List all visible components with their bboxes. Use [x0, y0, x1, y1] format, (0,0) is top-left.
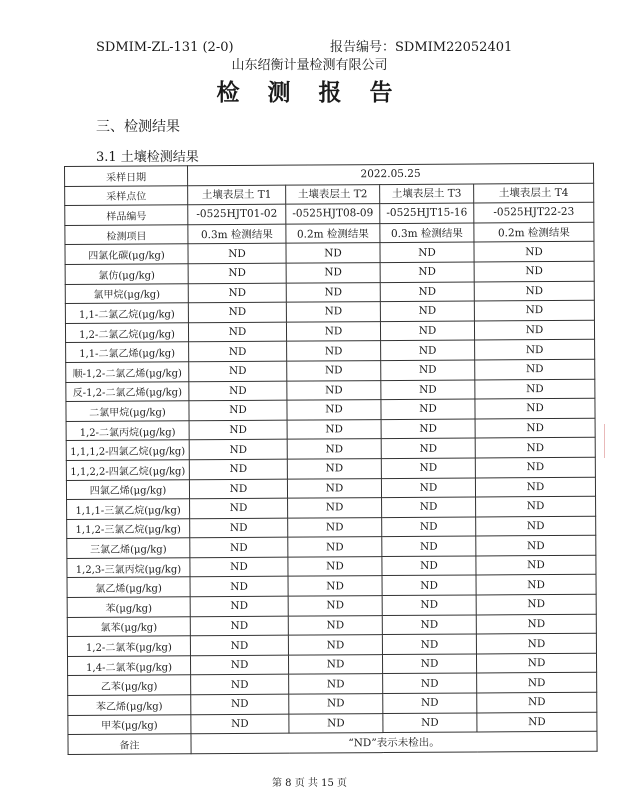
result-cell-t4: ND	[476, 614, 596, 634]
result-cell-t4: ND	[474, 281, 594, 301]
result-cell-t3: ND	[381, 380, 475, 400]
soil-results-table	[64, 163, 598, 755]
result-cell-t4: ND	[475, 398, 595, 418]
test-item-name: 苯乙烯(μg/kg)	[68, 695, 191, 715]
result-cell-t3: ND	[381, 360, 475, 380]
soil-results-table-wrapper	[64, 163, 597, 755]
sample-no-t4: -0525HJT22-23	[474, 202, 594, 222]
result-cell-t3: ND	[381, 477, 475, 497]
result-cell-t3: ND	[382, 615, 476, 635]
depth-t4: 0.2m 检测结果	[474, 222, 594, 242]
result-cell-t2: ND	[289, 674, 383, 694]
test-item-name: 1,2,3-三氯丙烷(μg/kg)	[67, 558, 190, 578]
sampling-point-t1: 土壤表层土 T1	[188, 185, 286, 205]
result-cell-t3: ND	[382, 634, 476, 654]
remark-label: 备注	[68, 734, 191, 754]
result-cell-t1: ND	[188, 322, 286, 342]
test-item-label: 检测项目	[65, 225, 188, 245]
test-item-name: 甲苯(μg/kg)	[68, 714, 191, 734]
subsection-title: 3.1 土壤检测结果	[96, 150, 199, 165]
result-cell-t2: ND	[287, 400, 381, 420]
sample-no-t2: -0525HJT08-09	[286, 204, 380, 224]
result-cell-t3: ND	[382, 595, 476, 615]
result-cell-t4: ND	[476, 634, 596, 654]
result-cell-t3: ND	[380, 321, 474, 341]
result-cell-t4: ND	[476, 496, 596, 516]
test-item-name: 氯仿(μg/kg)	[65, 264, 188, 284]
result-cell-t2: ND	[287, 458, 381, 478]
result-cell-t1: ND	[190, 537, 288, 557]
result-cell-t2: ND	[286, 263, 380, 283]
result-cell-t4: ND	[474, 300, 594, 320]
test-item-name: 1,2-二氯苯(μg/kg)	[67, 636, 190, 656]
test-item-name: 四氯化碳(μg/kg)	[65, 244, 188, 264]
result-cell-t1: ND	[191, 714, 289, 734]
result-cell-t1: ND	[190, 635, 288, 655]
result-cell-t4: ND	[476, 575, 596, 595]
result-cell-t4: ND	[475, 438, 595, 458]
result-cell-t4: ND	[475, 379, 595, 399]
test-item-name: 二氯甲烷(μg/kg)	[66, 401, 189, 421]
result-cell-t1: ND	[190, 616, 288, 636]
result-cell-t1: ND	[191, 675, 289, 695]
result-cell-t3: ND	[381, 438, 475, 458]
result-cell-t1: ND	[188, 244, 286, 264]
test-item-name: 氯乙烯(μg/kg)	[67, 577, 190, 597]
sampling-point-t4: 土壤表层土 T4	[474, 183, 594, 203]
result-cell-t4: ND	[476, 536, 596, 556]
sampling-date-label: 采样日期	[65, 166, 188, 186]
result-cell-t2: ND	[287, 341, 381, 361]
sampling-point-t3: 土壤表层土 T3	[380, 184, 474, 204]
result-cell-t3: ND	[382, 654, 476, 674]
document-code: SDMIM-ZL-131 (2-0)	[96, 40, 234, 55]
result-cell-t4: ND	[474, 242, 594, 262]
result-cell-t4: ND	[475, 457, 595, 477]
remark-row	[68, 731, 597, 754]
result-cell-t4: ND	[477, 692, 597, 712]
result-cell-t1: ND	[190, 557, 288, 577]
result-cell-t4: ND	[476, 555, 596, 575]
sample-no-t3: -0525HJT15-16	[380, 203, 474, 223]
result-cell-t3: ND	[383, 693, 477, 713]
result-cell-t2: ND	[288, 517, 382, 537]
result-cell-t1: ND	[188, 302, 286, 322]
result-cell-t4: ND	[474, 320, 594, 340]
test-item-name: 顺-1,2-二氯乙烯(μg/kg)	[66, 362, 189, 382]
result-cell-t1: ND	[188, 283, 286, 303]
test-item-name: 氯苯(μg/kg)	[67, 616, 190, 636]
section-title: 三、检测结果	[96, 119, 180, 135]
test-item-name: 1,1,1-三氯乙烷(μg/kg)	[67, 499, 190, 519]
result-cell-t1: ND	[191, 694, 289, 714]
depth-t3: 0.3m 检测结果	[380, 223, 474, 243]
report-number: 报告编号：SDMIM22052401	[330, 40, 513, 55]
result-cell-t3: ND	[382, 517, 476, 537]
result-cell-t1: ND	[189, 479, 287, 499]
test-item-name: 1,1,2-三氯乙烷(μg/kg)	[67, 518, 190, 538]
result-cell-t3: ND	[382, 556, 476, 576]
result-cell-t2: ND	[287, 478, 381, 498]
result-cell-t4: ND	[475, 359, 595, 379]
result-cell-t2: ND	[288, 576, 382, 596]
result-cell-t1: ND	[189, 420, 287, 440]
result-cell-t4: ND	[475, 477, 595, 497]
result-cell-t1: ND	[190, 577, 288, 597]
test-item-name: 1,4-二氯苯(μg/kg)	[67, 656, 190, 676]
edge-stamp-mark	[604, 424, 611, 458]
result-cell-t2: ND	[288, 498, 382, 518]
result-cell-t1: ND	[189, 341, 287, 361]
test-item-name: 1,1-二氯乙烷(μg/kg)	[65, 303, 188, 323]
test-item-name: 苯(μg/kg)	[67, 597, 190, 617]
result-cell-t1: ND	[190, 655, 288, 675]
result-cell-t2: ND	[287, 439, 381, 459]
result-cell-t2: ND	[287, 380, 381, 400]
result-cell-t1: ND	[189, 439, 287, 459]
result-cell-t3: ND	[381, 340, 475, 360]
result-cell-t3: ND	[382, 536, 476, 556]
company-name: 山东绍衡计量检测有限公司	[231, 58, 388, 73]
result-cell-t4: ND	[474, 261, 594, 281]
result-cell-t2: ND	[286, 282, 380, 302]
result-cell-t3: ND	[383, 673, 477, 693]
result-cell-t2: ND	[288, 537, 382, 557]
result-cell-t4: ND	[476, 516, 596, 536]
sampling-point-label: 采样点位	[65, 185, 188, 205]
result-cell-t2: ND	[289, 694, 383, 714]
result-cell-t3: ND	[382, 497, 476, 517]
result-cell-t3: ND	[380, 262, 474, 282]
test-item-name: 反-1,2-二氯乙烯(μg/kg)	[66, 381, 189, 401]
test-item-name: 1,2-二氯丙烷(μg/kg)	[66, 420, 189, 440]
result-cell-t3: ND	[382, 575, 476, 595]
result-cell-t2: ND	[287, 361, 381, 381]
result-cell-t1: ND	[190, 596, 288, 616]
result-cell-t3: ND	[381, 399, 475, 419]
result-cell-t1: ND	[189, 361, 287, 381]
test-item-name: 三氯乙烯(μg/kg)	[67, 538, 190, 558]
result-cell-t2: ND	[288, 615, 382, 635]
remark-text: “ND”表示未检出。	[191, 731, 597, 753]
result-cell-t2: ND	[286, 321, 380, 341]
result-cell-t2: ND	[286, 243, 380, 263]
result-cell-t2: ND	[286, 302, 380, 322]
result-cell-t3: ND	[383, 713, 477, 733]
test-item-name: 四氯乙烯(μg/kg)	[66, 479, 189, 499]
result-cell-t2: ND	[288, 556, 382, 576]
result-cell-t3: ND	[381, 419, 475, 439]
sampling-date-value: 2022.05.25	[188, 163, 594, 185]
result-cell-t3: ND	[381, 458, 475, 478]
test-item-name: 1,1,2,2-四氯乙烷(μg/kg)	[66, 460, 189, 480]
result-cell-t2: ND	[288, 635, 382, 655]
page-number: 第 8 页 共 15 页	[272, 778, 347, 789]
result-cell-t4: ND	[477, 673, 597, 693]
result-cell-t1: ND	[189, 459, 287, 479]
result-cell-t3: ND	[380, 301, 474, 321]
result-cell-t3: ND	[380, 242, 474, 262]
result-cell-t4: ND	[477, 712, 597, 732]
result-cell-t2: ND	[288, 596, 382, 616]
depth-t2: 0.2m 检测结果	[286, 223, 380, 243]
test-item-name: 氯甲烷(μg/kg)	[65, 283, 188, 303]
result-cell-t1: ND	[190, 498, 288, 518]
result-cell-t4: ND	[476, 594, 596, 614]
report-title: 检 测 报 告	[216, 79, 403, 106]
result-cell-t1: ND	[189, 381, 287, 401]
test-item-name: 1,2-二氯乙烷(μg/kg)	[65, 322, 188, 342]
sampling-point-t2: 土壤表层土 T2	[286, 184, 380, 204]
result-cell-t4: ND	[475, 418, 595, 438]
sample-no-label: 样品编号	[65, 205, 188, 225]
result-cell-t2: ND	[289, 713, 383, 733]
result-cell-t2: ND	[287, 419, 381, 439]
test-item-name: 乙苯(μg/kg)	[68, 675, 191, 695]
result-cell-t1: ND	[190, 518, 288, 538]
depth-t1: 0.3m 检测结果	[188, 224, 286, 244]
test-item-name: 1,1,1,2-四氯乙烷(μg/kg)	[66, 440, 189, 460]
result-cell-t2: ND	[288, 654, 382, 674]
test-item-name: 1,1-二氯乙烯(μg/kg)	[66, 342, 189, 362]
result-cell-t4: ND	[476, 653, 596, 673]
sample-no-t1: -0525HJT01-02	[188, 204, 286, 224]
result-cell-t1: ND	[189, 400, 287, 420]
result-cell-t3: ND	[380, 282, 474, 302]
result-cell-t1: ND	[188, 263, 286, 283]
result-cell-t4: ND	[475, 340, 595, 360]
